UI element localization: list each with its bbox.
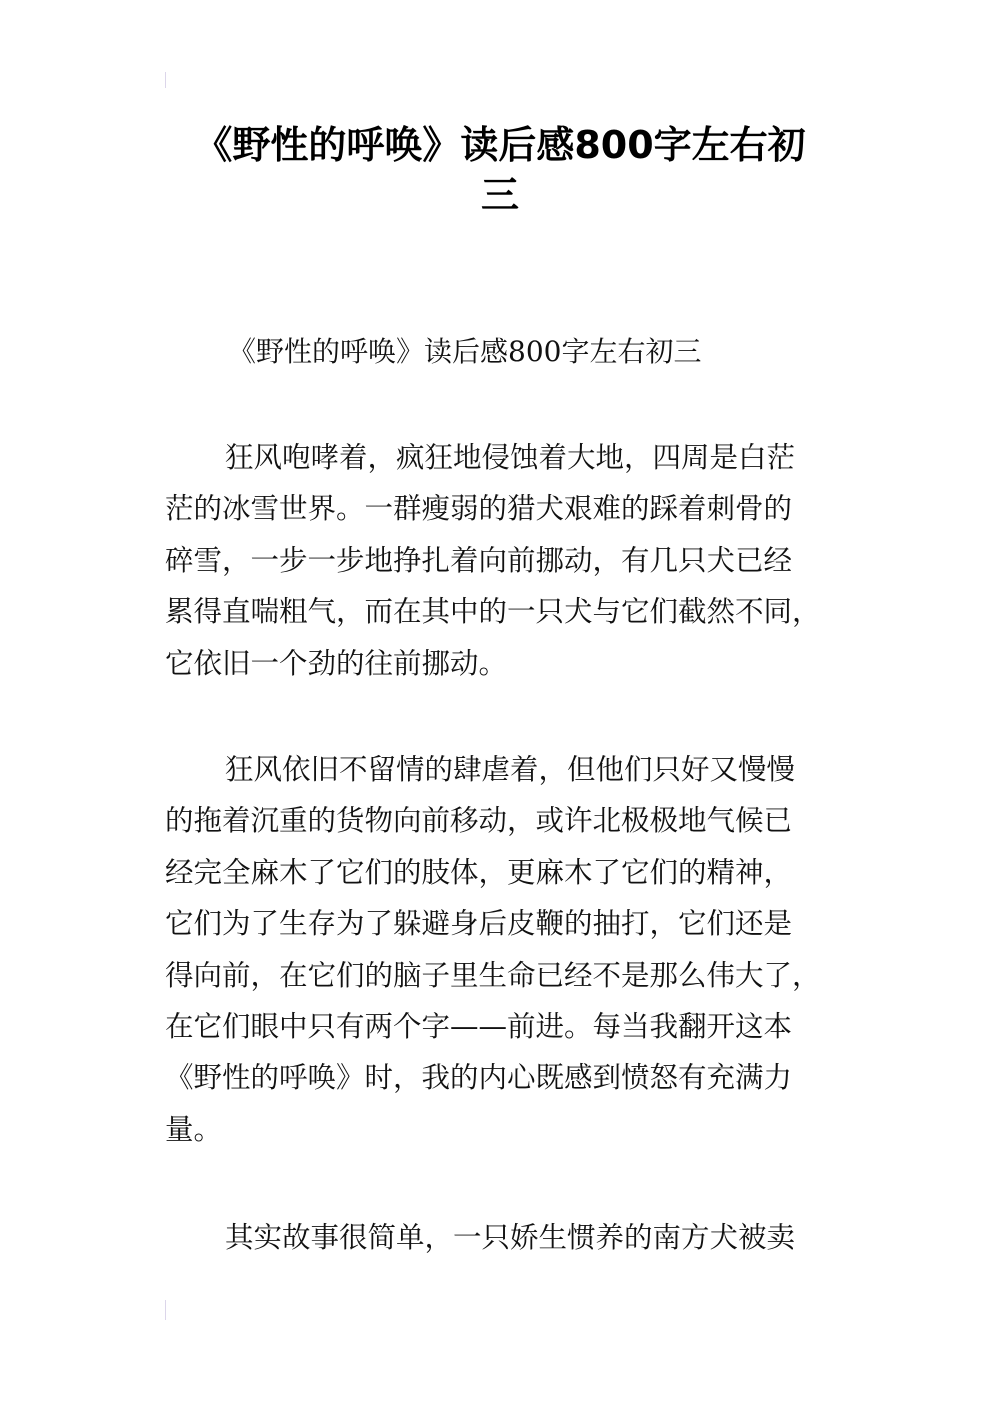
body-paragraph-2 [165, 744, 827, 1155]
document-title [150, 120, 850, 220]
paragraph-line: 狂风依旧不留情的肆虐着，但他们只好又慢慢 [225, 753, 796, 786]
paragraph-line: 在它们眼中只有两个字——前进。每当我翻开这本 [165, 1010, 793, 1044]
document-subtitle: 《野性的呼唤》读后感800字左右初三 [228, 335, 702, 368]
body-paragraph-3 [165, 1212, 827, 1263]
paragraph-line: 经完全麻木了它们的肢体，更麻木了它们的精神， [165, 855, 793, 889]
page-corner-mark-top [165, 72, 166, 88]
paragraph-line: 累得直喘粗气，而在其中的一只犬与它们截然不同， [165, 595, 821, 629]
paragraph-line: 狂风咆哮着，疯狂地侵蚀着大地，四周是白茫 [225, 441, 796, 474]
paragraph-line: 其实故事很简单，一只娇生惯养的南方犬被卖 [225, 1221, 796, 1254]
body-paragraph-1 [165, 432, 827, 689]
page-corner-mark-bottom [165, 1300, 166, 1320]
paragraph-line: 的拖着沉重的货物向前移动，或许北极极地气候已 [165, 804, 793, 838]
paragraph-line: 它们为了生存为了躲避身后皮鞭的抽打，它们还是 [165, 907, 793, 941]
paragraph-line: 得向前，在它们的脑子里生命已经不是那么伟大了， [165, 958, 821, 992]
paragraph-line: 碎雪，一步一步地挣扎着向前挪动，有几只犬已经 [165, 543, 793, 577]
paragraph-line: 它依旧一个劲的往前挪动。 [165, 646, 508, 680]
paragraph-line: 《野性的呼唤》时，我的内心既感到愤怒有充满力 [165, 1061, 793, 1095]
document-title-line-2: 三 [480, 173, 519, 217]
paragraph-line: 茫的冰雪世界。一群瘦弱的猎犬艰难的踩着刺骨的 [165, 492, 793, 526]
document-title-line-1: 《野性的呼唤》读后感800字左右初 [194, 123, 806, 167]
paragraph-line: 量。 [165, 1112, 223, 1146]
